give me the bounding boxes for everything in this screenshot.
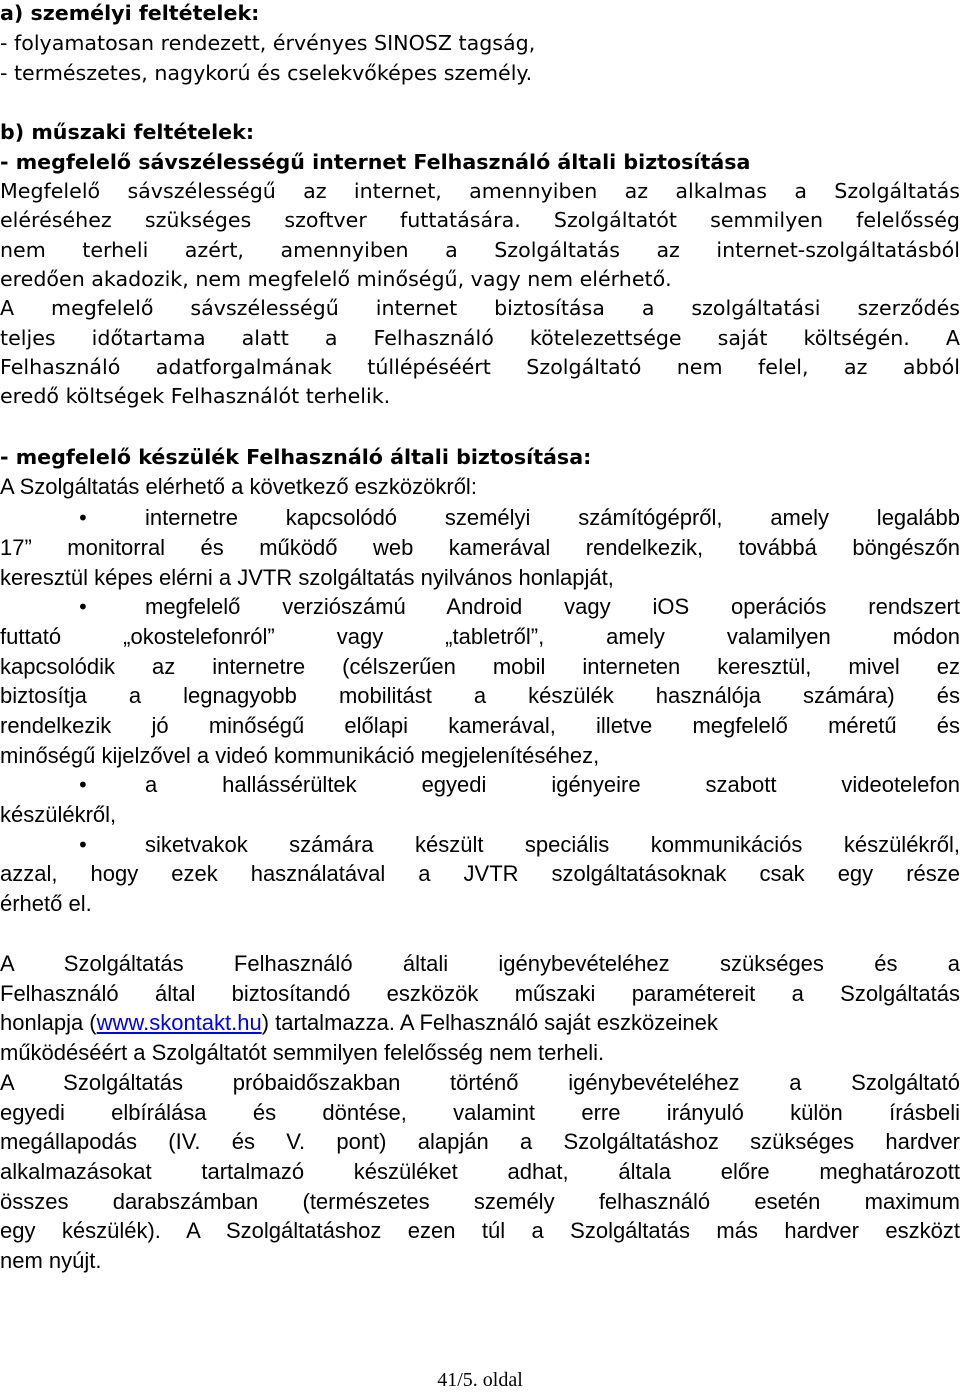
section-b-heading: b) műszaki feltételek: [0, 120, 255, 144]
section-a-item: - folyamatosan rendezett, érvényes SINOSZ tagság, [0, 31, 536, 55]
closing-text-line: egyedi elbírálása és döntése, valamint erre irányuló külön írásbeli [0, 1100, 960, 1125]
device-bullet-first-line: a hallássérültek egyedi igényeire szabott videotelefon [145, 772, 960, 797]
device-bullet-line: rendelkezik jó minőségű előlapi kamerával, illetve megfelelő méretű és [0, 713, 960, 738]
closing-text-line: A Szolgáltatás Felhasználó általi igénybevételéhez szükséges és a [0, 951, 960, 976]
device-bullet-first-line: siketvakok számára készült speciális kommunikációs készülékről, [145, 832, 960, 857]
internet-text-line: eredő költségek Felhasználót terhelik. [0, 384, 391, 408]
device-bullet-line: azzal, hogy ezek használatával a JVTR szolgáltatásoknak csak egy része [0, 861, 960, 886]
device-bullet-line: minőségű kijelzővel a videó kommunikáció megjelenítéséhez, [0, 743, 600, 768]
device-bullet-line: keresztül képes elérni a JVTR szolgáltatás nyilvános honlapját, [0, 565, 614, 590]
bullet-icon: • [77, 506, 89, 530]
device-bullet-line: 17” monitorral és működő web kamerával rendelkezik, továbbá böngészőn [0, 535, 960, 560]
device-bullet-first-line: megfelelő verziószámú Android vagy iOS operációs rendszert [145, 594, 960, 619]
internet-text-line: eléréséhez szükséges szoftver futtatására. Szolgáltatót semmilyen felelősség [0, 208, 960, 232]
internet-text-line: nem terheli azért, amennyiben a Szolgáltatás az internet-szolgáltatásból [0, 238, 960, 262]
closing-text-fragment: honlapja ( [0, 1010, 97, 1035]
closing-text-line: A Szolgáltatás próbaidőszakban történő igénybevételéhez a Szolgáltató [0, 1070, 960, 1095]
device-bullet-line: érhető el. [0, 891, 92, 916]
closing-text-line: nem nyújt. [0, 1248, 102, 1273]
device-bullet-line: futtató „okostelefonról” vagy „tabletről”, amely valamilyen módon [0, 624, 960, 649]
internet-text-line: teljes időtartama alatt a Felhasználó kötelezettsége saját költségén. A [0, 326, 960, 350]
device-intro: A Szolgáltatás elérhető a következő eszközökről: [0, 474, 477, 499]
website-link[interactable]: www.skontakt.hu [96, 1010, 262, 1035]
closing-text-line-with-link [0, 1008, 960, 1038]
internet-text-line: Megfelelő sávszélességű az internet, amennyiben az alkalmas a Szolgáltatás [0, 179, 960, 203]
device-bullet-line: kapcsolódik az internetre (célszerűen mobil interneten keresztül, mivel ez [0, 654, 960, 679]
device-bullet-line: készülékről, [0, 802, 117, 827]
internet-subheading: - megfelelő sávszélességű internet Felhasználó általi biztosítása [0, 150, 751, 174]
closing-text-line: működéséért a Szolgáltatót semmilyen felelősség nem terheli. [0, 1040, 605, 1065]
closing-text-line: egy készülék). A Szolgáltatáshoz ezen túl a Szolgáltatás más hardver eszközt [0, 1218, 960, 1243]
page-number: 41/5. oldal [437, 1369, 523, 1391]
closing-text-line: megállapodás (IV. és V. pont) alapján a Szolgáltatáshoz szükséges hardver [0, 1129, 960, 1154]
bullet-icon: • [77, 833, 89, 857]
device-bullet-line: biztosítja a legnagyobb mobilitást a készülék használója számára) és [0, 683, 960, 708]
internet-text-line: eredően akadozik, nem megfelelő minőségű, vagy nem elérhető. [0, 267, 672, 291]
section-a-heading: a) személyi feltételek: [0, 1, 260, 25]
closing-text-line: Felhasználó által biztosítandó eszközök műszaki paramétereit a Szolgáltatás [0, 981, 960, 1006]
device-subheading: - megfelelő készülék Felhasználó általi biztosítása: [0, 445, 592, 469]
section-a-item: - természetes, nagykorú és cselekvőképes személy. [0, 61, 533, 85]
closing-text-fragment: ) tartalmazza. A Felhasználó saját eszközeinek [261, 1010, 718, 1035]
bullet-icon: • [77, 773, 89, 797]
internet-text-line: A megfelelő sávszélességű internet biztosítása a szolgáltatási szerződés [0, 296, 960, 320]
closing-text-line: alkalmazásokat tartalmazó készüléket adhat, általa előre meghatározott [0, 1159, 960, 1184]
internet-text-line: Felhasználó adatforgalmának túllépéséért Szolgáltató nem felel, az abból [0, 355, 960, 379]
closing-text-line: összes darabszámban (természetes személy felhasználó esetén maximum [0, 1189, 960, 1214]
device-bullet-first-line: internetre kapcsolódó személyi számítógépről, amely legalább [145, 505, 960, 530]
bullet-icon: • [77, 595, 89, 619]
